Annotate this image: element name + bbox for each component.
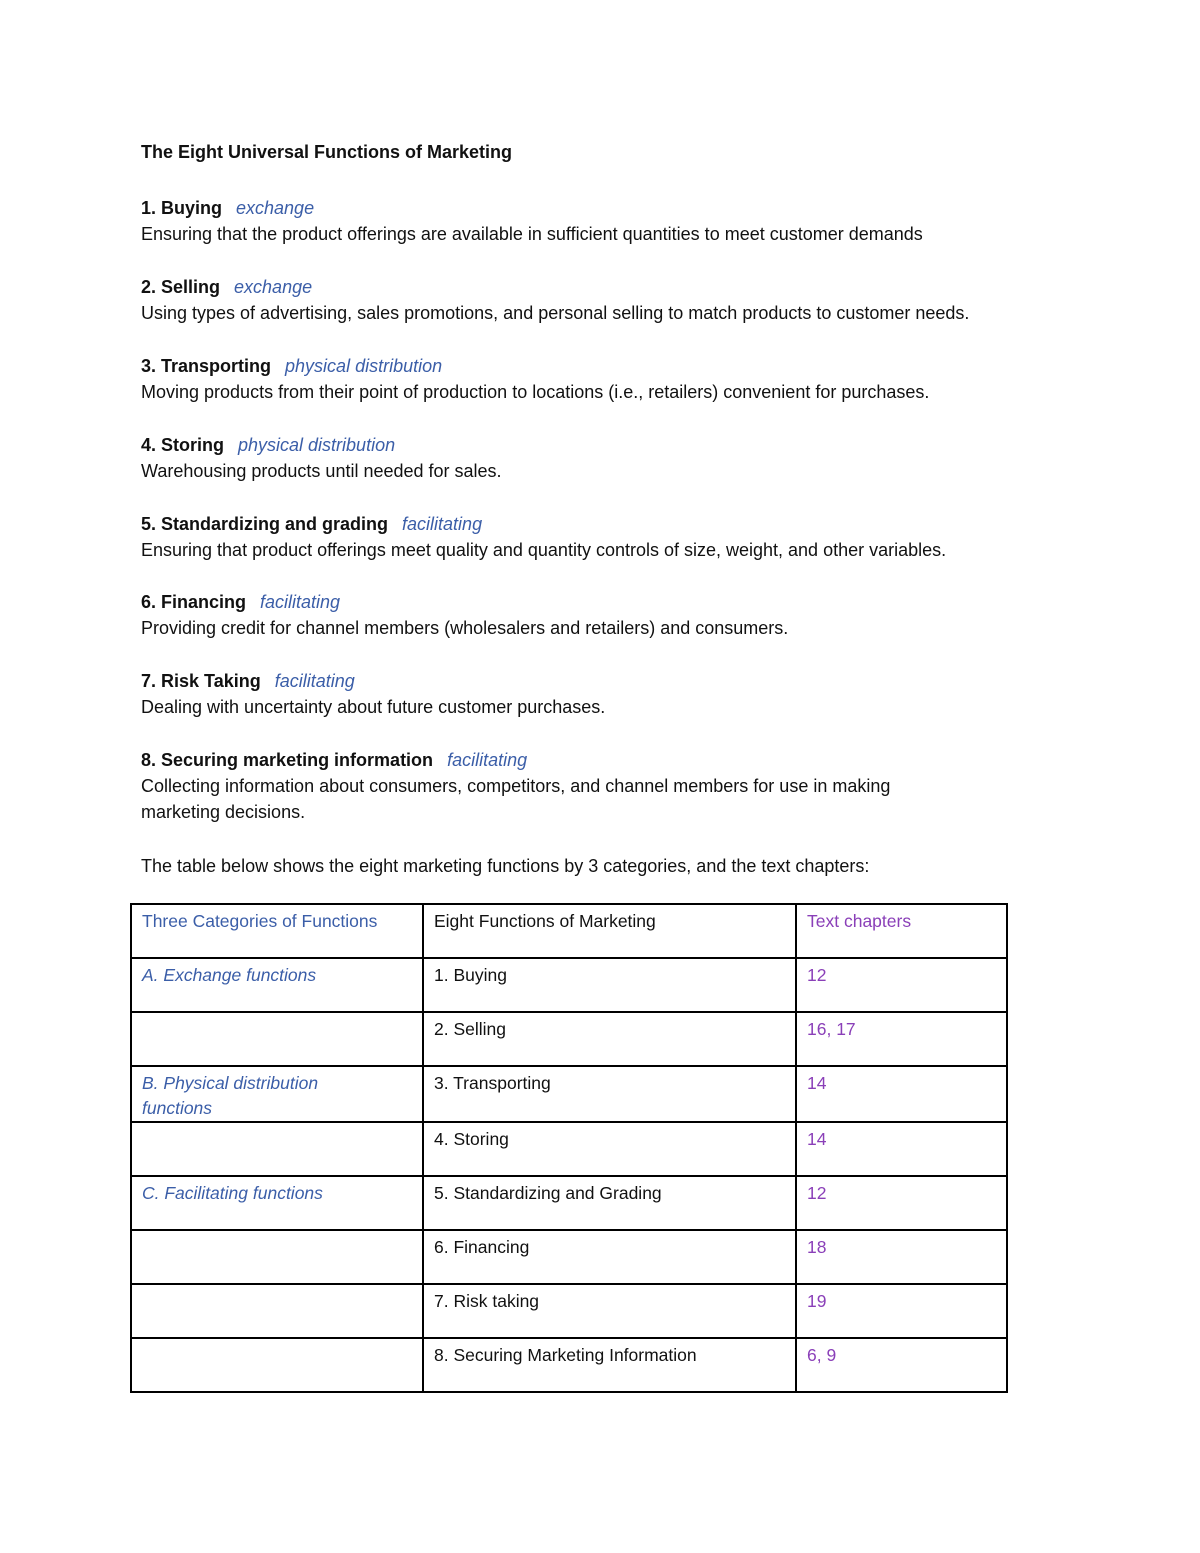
chapters-cell: 14 bbox=[796, 1122, 1007, 1176]
chapters-cell: 14 bbox=[796, 1066, 1007, 1122]
function-description-line-1: Collecting information about consumers, competitors, and channel members for use in making bbox=[141, 776, 891, 796]
function-heading bbox=[141, 668, 1081, 694]
function-item-storing bbox=[141, 432, 1081, 484]
function-name: 8. Securing marketing information bbox=[141, 750, 434, 770]
function-description-line-2: marketing decisions. bbox=[141, 802, 306, 822]
table-row bbox=[131, 958, 1007, 1012]
chapters-cell: 16, 17 bbox=[796, 1012, 1007, 1066]
function-cell: 7. Risk taking bbox=[423, 1284, 796, 1338]
function-heading bbox=[141, 747, 1081, 773]
chapters-cell: 12 bbox=[796, 958, 1007, 1012]
function-description: Moving products from their point of production to locations (i.e., retailers) convenient for purchases. bbox=[141, 382, 930, 402]
category-cell: A. Exchange functions bbox=[131, 958, 423, 1012]
table-row bbox=[131, 1338, 1007, 1392]
function-item-transporting bbox=[141, 353, 1081, 405]
function-heading bbox=[141, 589, 1081, 615]
chapters-cell: 19 bbox=[796, 1284, 1007, 1338]
function-name: 4. Storing bbox=[141, 435, 225, 455]
function-name: 3. Transporting bbox=[141, 356, 272, 376]
table-row bbox=[131, 1284, 1007, 1338]
function-heading bbox=[141, 511, 1081, 537]
function-category: facilitating bbox=[402, 514, 483, 534]
functions-table bbox=[130, 903, 1008, 1393]
header-functions: Eight Functions of Marketing bbox=[423, 904, 796, 958]
function-cell: 3. Transporting bbox=[423, 1066, 796, 1122]
page-title: The Eight Universal Functions of Marketing bbox=[141, 142, 513, 162]
function-cell: 1. Buying bbox=[423, 958, 796, 1012]
function-cell: 2. Selling bbox=[423, 1012, 796, 1066]
function-category: physical distribution bbox=[238, 435, 396, 455]
category-cell bbox=[131, 1066, 423, 1122]
function-item-selling bbox=[141, 274, 1081, 326]
function-name: 7. Risk Taking bbox=[141, 671, 261, 691]
function-description: Providing credit for channel members (wholesalers and retailers) and consumers. bbox=[141, 618, 789, 638]
header-chapters: Text chapters bbox=[796, 904, 1007, 958]
category-cell bbox=[131, 1122, 423, 1176]
function-name: 5. Standardizing and grading bbox=[141, 514, 389, 534]
function-category: facilitating bbox=[260, 592, 341, 612]
function-name: 6. Financing bbox=[141, 592, 247, 612]
function-category: facilitating bbox=[447, 750, 528, 770]
function-cell: 5. Standardizing and Grading bbox=[423, 1176, 796, 1230]
category-cell bbox=[131, 1230, 423, 1284]
category-cell-line-1: B. Physical distribution bbox=[142, 1073, 319, 1093]
function-category: exchange bbox=[234, 277, 313, 297]
function-item-risk-taking bbox=[141, 668, 1081, 720]
function-heading bbox=[141, 274, 1081, 300]
function-description: Ensuring that product offerings meet quality and quantity controls of size, weight, and other variables. bbox=[141, 540, 947, 560]
chapters-cell: 18 bbox=[796, 1230, 1007, 1284]
function-name: 2. Selling bbox=[141, 277, 221, 297]
function-heading bbox=[141, 195, 1081, 221]
function-heading bbox=[141, 432, 1081, 458]
category-cell-line-2: functions bbox=[142, 1098, 213, 1118]
category-cell bbox=[131, 1012, 423, 1066]
chapters-cell: 6, 9 bbox=[796, 1338, 1007, 1392]
function-item-financing bbox=[141, 589, 1081, 641]
table-header-row bbox=[131, 904, 1007, 958]
category-cell: C. Facilitating functions bbox=[131, 1176, 423, 1230]
header-categories: Three Categories of Functions bbox=[131, 904, 423, 958]
function-item-buying bbox=[141, 195, 1081, 247]
category-cell bbox=[131, 1338, 423, 1392]
function-category: facilitating bbox=[274, 671, 355, 691]
function-description: Dealing with uncertainty about future customer purchases. bbox=[141, 697, 606, 717]
table-row bbox=[131, 1012, 1007, 1066]
chapters-cell: 12 bbox=[796, 1176, 1007, 1230]
function-name: 1. Buying bbox=[141, 198, 223, 218]
function-description: Ensuring that the product offerings are available in sufficient quantities to meet customer demands bbox=[141, 224, 923, 244]
function-item-standardizing bbox=[141, 511, 1081, 563]
function-category: exchange bbox=[236, 198, 315, 218]
category-cell bbox=[131, 1284, 423, 1338]
function-cell: 6. Financing bbox=[423, 1230, 796, 1284]
table-row bbox=[131, 1176, 1007, 1230]
table-row bbox=[131, 1122, 1007, 1176]
table-row bbox=[131, 1066, 1007, 1122]
table-row bbox=[131, 1230, 1007, 1284]
function-category: physical distribution bbox=[285, 356, 443, 376]
function-description: Warehousing products until needed for sales. bbox=[141, 461, 502, 481]
function-description: Using types of advertising, sales promotions, and personal selling to match products to customer needs. bbox=[141, 303, 970, 323]
function-heading bbox=[141, 353, 1081, 379]
function-item-securing-information bbox=[141, 747, 1081, 825]
table-intro: The table below shows the eight marketing functions by 3 categories, and the text chapters: bbox=[141, 856, 870, 876]
function-cell: 4. Storing bbox=[423, 1122, 796, 1176]
function-cell: 8. Securing Marketing Information bbox=[423, 1338, 796, 1392]
